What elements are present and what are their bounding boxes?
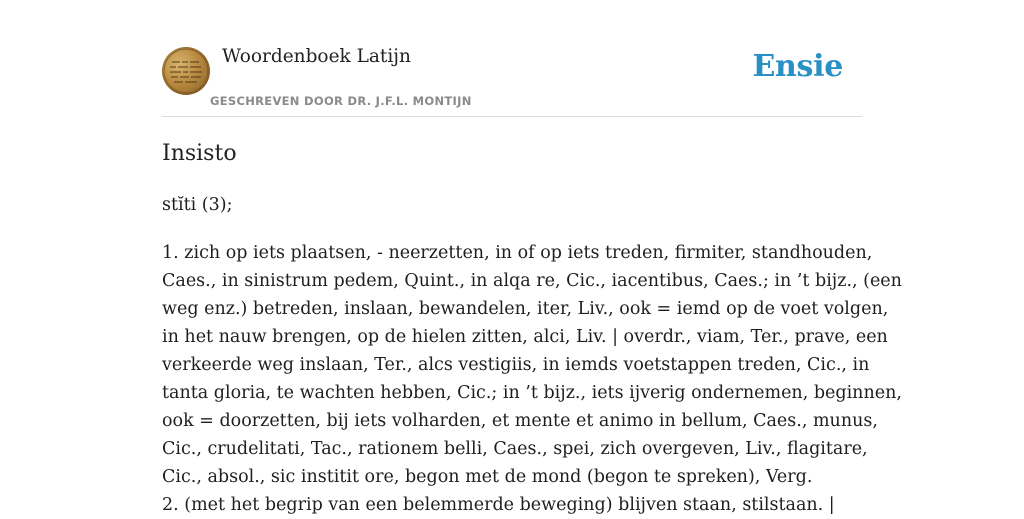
definition-line: 1. zich op iets plaatsen, - neerzetten, in of op iets treden, firmiter, standhouden, bbox=[162, 243, 873, 263]
author-byline: GESCHREVEN DOOR DR. J.F.L. MONTIJN bbox=[210, 94, 472, 108]
header bbox=[162, 0, 862, 117]
entry-title: Insisto bbox=[162, 141, 237, 166]
definition-line: Cic., absol., sic institit ore, begon met de mond (begon te spreken), Verg. bbox=[162, 467, 813, 487]
definition-line: verkeerde weg inslaan, Ter., alcs vestigiis, in iemds voetstappen treden, Cic., in bbox=[162, 355, 870, 375]
definition-line: ook = doorzetten, bij iets volharden, et mente et animo in bellum, Caes., munus, bbox=[162, 411, 878, 431]
definition-line: Caes., in sinistrum pedem, Quint., in alqa re, Cic., iacentibus, Caes.; in ’t bijz., (een bbox=[162, 271, 902, 291]
definition-line: Cic., crudelitati, Tac., rationem belli, Caes., spei, zich overgeven, Liv., flagitare, bbox=[162, 439, 868, 459]
page bbox=[162, 0, 902, 515]
definition-line: in het nauw brengen, op de hielen zitten, alci, Liv. | overdr., viam, Ter., prave, een bbox=[162, 327, 888, 347]
definition-line: tanta gloria, te wachten hebben, Cic.; in ’t bijz., iets ijverig ondernemen, beginnen, bbox=[162, 383, 902, 403]
entry-definition bbox=[162, 239, 902, 519]
definition-line: weg enz.) betreden, inslaan, bewandelen, iter, Liv., ook = iemd op de voet volgen, bbox=[162, 299, 889, 319]
ensie-logo-link[interactable]: Ensie bbox=[752, 49, 843, 84]
definition-line: 2. (met het begrip van een belemmerde beweging) blijven staan, stilstaan. | bbox=[162, 495, 835, 515]
coin-icon[interactable] bbox=[162, 47, 210, 95]
entry-grammar: stĭti (3); bbox=[162, 195, 233, 215]
dictionary-title[interactable]: Woordenboek Latijn bbox=[222, 46, 411, 67]
